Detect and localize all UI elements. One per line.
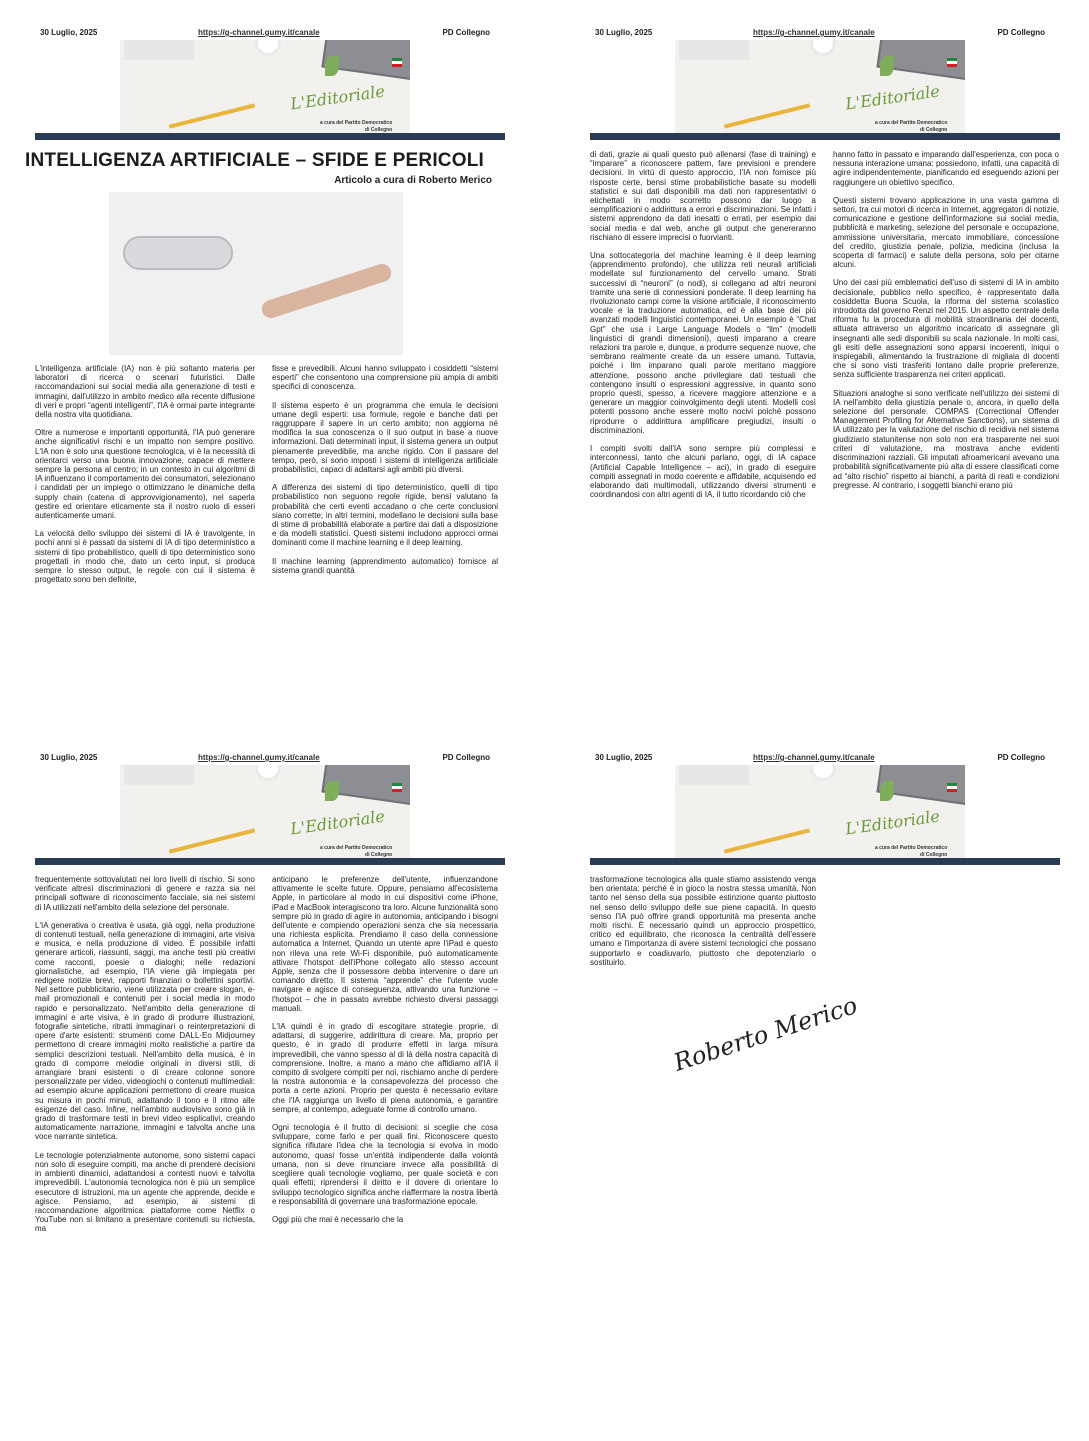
coffee-mug-graphic — [255, 765, 281, 781]
author-signature: Roberto Merico — [670, 991, 861, 1077]
banner-script-title: L'Editoriale — [289, 81, 386, 114]
text-column-right: anticipano le preferenze dell'utente, influenzandone attivamente le scelte future. Oppure, pensiamo all'ecosistema Apple, in particolare al modo in cui dispositivi come iPhone, iPad e MacBook interagiscono tra loro. Alcune funzionalità sono sempre più in grado di agire in autonomia, anticipando i bisogni dell'utente e compiendo operazioni senza che sia necessaria una richiesta esplicita. Prendiamo il caso della connessione automatica a Internet. Quando un utente apre l'iPad e questo non rileva una rete Wi-Fi disponibile, può automaticamente attivare l'hotspot dell'iPhone collegato allo stesso account Apple, senza che il possessore debba intervenire o dare un comando diretto. Il sistema “apprende” che l'utente vuole navigare e agisce di conseguenza, attivando una funzione – l'hotspot – che in passato avrebbe richiesto diversi passaggi manuali. L'IA quindi è in grado di escogitare strategie proprie, di adattarsi, di suggerire, addirittura di creare. Ma, proprio per questo, è in grado di produrre effetti in larga misura imprevedibili, che vanno spesso al di là della nostra capacità di comprensione. Inoltre, a mano a mano che affidiamo all'IA il compito di svolgere compiti per noi, rischiamo anche di perdere la nostra autonomia e la consapevolezza del processo che porta a certe azioni. Proprio per questo è necessario evitare che l'IA raggiunga un livello di piena autonomia, e garantire sempre, al contempo, adeguate forme di controllo umano. Ogni tecnologia è il frutto di decisioni: si sceglie che cosa sviluppare, come farlo e per quali fini. Riconoscere questo significa rifiutare l'idea che la tecnologia si evolva in modo autonomo, quasi fosse un'entità indipendente dalla volontà umana, non si deve rinunciare invece alla possibilità di scegliere quali tecnologie vogliamo, per quale società e con quali effetti; riprendersi il diritto e il dovere di orientare lo sviluppo tecnologico significa anche riaffermare la nostra libertà e responsabilità di governare una trasformazione epocale. Oggi più che mai è necessario che la — [272, 875, 498, 1224]
text-column-left: frequentemente sottovalutati nei loro livelli di rischio. Si sono verificate altresì discriminazioni di genere e razza sia nei principali software di riconoscimento facciale, sia nei sistemi di IA utilizzati nell'ambito della selezione del personale. L'IA generativa o creativa è usata, già oggi, nella produzione di contenuti testuali, nella generazione di immagini, arte visiva e musica, e nella produzione di video. È possibile infatti generare articoli, riassunti, saggi, ma anche testi più creativi come racconti, poesie o dialoghi; nelle redazioni giornalistiche, ad esempio, l'IA viene già impiegata per redigere notizie brevi, rapporti finanziari o bollettini sportivi. Nel settore pubblicitario, viene utilizzata per creare slogan, e-mail promozionali e contenuti per i social media in modo rapido e personalizzato. Nell'ambito della generazione di immagini e arte visiva, è in grado di produrre illustrazioni, fotografie sintetiche, ritratti immaginari o reinterpretazioni di opere d'arte esistenti: strumenti come DALL·Eo Midjourney permettono di creare immagini molto realistiche a partire da semplici descrizioni testuali. Nell'ambito della musica, è in grado di comporre melodie originali in diversi stili, di arrangiare brani esistenti o di creare colonne sonore personalizzate per video, videogiochi o contenuti multimediali: ad esempio alcune applicazioni permettono di creare musica su misura in pochi minuti, adattando il tono e il ritmo alle esigenze del caso. Infine, nell'ambito audiovisivo sono già in grado di trasformare testi in brevi video esplicativi, creando automaticamente narrazione, immagini e talvolta anche una voce narrante sintetica. Le tecnologie potenzialmente autonome, sono sistemi capaci non solo di eseguire compiti, ma anche di prendere decisioni in ambienti dinamici, adattandosi a contesti nuovi e talvolta imprevedibili. L'autonomia tecnologica non è più un semplice esecutore di istruzioni, ma un agente che apprende, decide e agisce. Pensiamo, ad esempio, ai sistemi di raccomandazione algoritmica: piattaforme come Netflix o YouTube non si limitano a presentare contenuti su richiesta, ma — [35, 875, 255, 1234]
page-header — [40, 751, 500, 765]
pd-logo-icon — [390, 783, 404, 799]
hero-image-robot-human-hands — [109, 192, 403, 355]
header-divider — [590, 133, 1060, 140]
notebook-graphic — [679, 40, 749, 60]
coffee-mug-graphic — [810, 765, 836, 781]
editorial-banner — [120, 40, 410, 140]
pd-logo-icon — [945, 58, 959, 74]
pd-logo-icon — [945, 783, 959, 799]
notebook-graphic — [124, 40, 194, 60]
header-site-name: PD Collegno — [442, 753, 490, 762]
text-column-right: hanno fatto in passato e imparando dall'esperienza, con poca o nessuna interazione umana: possiedono, infatti, una capacità di agire indipendentemente, pianificando ed eseguendo azioni per raggiungere un obiettivo specifico. Questi sistemi trovano applicazione in una vasta gamma di settori, tra cui motori di ricerca in Internet, aggregatori di notizie, comunicazione e gestione dell'informazione sui social media, pubblicità e marketing, selezione del personale e occupazione, ammissione universitaria, mercato immobiliare, concessione del credito, giustizia penale, polizia, medicina (inclusa la scoperta di farmaci) e salute della persona, solo per citarne alcuni. Uno dei casi più emblematici dell'uso di sistemi di IA in ambito decisionale, pubblico nello specifico, è rappresentato dalla cosiddetta Buona Scuola, la riforma del sistema scolastico introdotta dal governo Renzi nel 2015. Un aspetto centrale della riforma fu la procedura di mobilità straordinaria dei docenti, attuata attraverso un algoritmo incaricato di assegnare gli insegnanti alle sedi disponibili su scala nazionale. In molti casi, gli esiti delle assegnazioni sono apparsi incoerenti, iniqui o inspiegabili, alimentando la frustrazione di migliaia di docenti che si sono visti trasferiti lontano dalle proprie preferenze, senza sufficiente trasparenza nei criteri applicati. Situazioni analoghe si sono verificate nell'utilizzo dei sistemi di IA nell'ambito della giustizia penale o, ancora, in quello della selezione del personale. COMPAS (Correctional Offender Management Profiling for Alternative Sanctions), un sistema di IA utilizzato per la valutazione del rischio di recidiva nel sistema giudiziario statunitense non solo non era trasparente nei suoi criteri di valutazione, ma mostrava anche evidenti discriminazioni razziali. Gli imputati afroamericani avevano una probabilità significativamente più alta di essere classificati come ad “alto rischio” rispetto ai bianchi, a parità di reati e condizioni pregresse. Al contrario, i soggetti bianchi erano più — [833, 150, 1059, 490]
header-divider — [590, 858, 1060, 865]
article-byline: Articolo a cura di Roberto Merico — [334, 175, 492, 186]
header-url-link[interactable]: https://g-channel.gumy.it/canale — [753, 28, 875, 37]
plant-graphic — [325, 781, 339, 801]
header-date: 30 Luglio, 2025 — [595, 28, 653, 37]
header-site-name: PD Collegno — [997, 28, 1045, 37]
text-column-left: L'intelligenza artificiale (IA) non è più soltanto materia per laboratori di ricerca o scenari futuristici. Dalle raccomandazioni sui social media alla generazione di testi e immagini, dall'utilizzo in ambito medico alla recente diffusione di veri e propri “agenti intelligenti”, l'IA è ormai parte integrante della nostra vita quotidiana. Oltre a numerose e importanti opportunità, l'IA può generare anche significativi rischi e un impatto non sempre positivo. L'IA non è solo una questione tecnologica, vi è la necessità di orientarci verso una buona innovazione, capace di mettere sempre la persona al centro; in un contesto in cui algoritmi di IA influenzano il comportamento dei consumatori, selezionano i candidati per un impiego o ottimizzano le dinamiche della supply chain (catena di approvvigionamento), nel saperla gestire ed orientare eticamente sta il nostro ruolo di esseri autenticamente umani. La velocità dello sviluppo dei sistemi di IA è travolgente, in pochi anni si è passati da sistemi di IA di tipo deterministico a sistemi di tipo probabilistico, quelli di tipo deterministico sono progettati in modo che, dato un certo input, si produca sempre lo stesso output, le regole con cui il sistema è progettato sono ben definite, — [35, 364, 255, 585]
text-column-left: di dati, grazie ai quali questo può allenarsi (fase di training) e “imparare” a riconoscere pattern, fare previsioni e prendere decisioni. In virtù di questo approccio, l'IA non fornisce più risposte certe, bensì stime probabilistiche basate su modelli statistici e sui dati disponibili ma dati non rappresentativi o etichettati in modo scorretto possono dar luogo a semplificazioni o addirittura a errori e discriminazioni. Se infatti i sistemi apprendono da dati inesatti o errati, per esempio dai social media e dal web, anche gli output che genereranno rischiano di essere imprecisi o fuorvianti. Una sottocategoria del machine learning è il deep learning (apprendimento profondo), che utilizza reti neurali artificiali modellate sul funzionamento del cervello umano. Strati successivi di “neuroni” (o nodi), si collegano ad altri neuroni tramite una serie di connessioni ponderate. Il deep learning ha rivoluzionato campi come la visione artificiale, il riconoscimento vocale e la traduzione automatica, ed è alla base dei più avanzati modelli linguistici contemporanei. Un esempio è “Chat Gpt” che usa i Large Language Models o “llm” (modelli linguistici di grandi dimensioni), questi imparano a creare relazioni tra parole e, dunque, a produrre sequenze nuove, che sembrano realmente create da un essere umano. Tuttavia, poiché i llm imparano quali parole meritano maggiore attenzione, possono anche privilegiare dati testuali che contengono insulti o espressioni aggressive, in quanto sono proprio questi, spesso, a ricevere maggiore attenzione e a generare un maggior coinvolgimento degli utenti. Modelli così potenti possono anche essere molto nocivi poiché possono riprodurre o addirittura amplificare pregiudizi, insulti o discriminazioni. I compiti svolti dall'IA sono sempre più complessi e interconnessi, tanto che alcuni parlano, oggi, di IA capace (Artificial Capable Intelligence – aci), in grado di eseguire compiti assegnati in modo coerente e affidabile, acquisendo ed elaborando dati multimodali, utilizzando diversi strumenti e coordinandosi con altri agenti di IA, il tutto ricordando ciò che — [590, 150, 816, 500]
page-header — [595, 751, 1055, 765]
banner-subtitle: a cura del Partito Democratico di Collegno — [320, 845, 393, 858]
pd-logo-icon — [390, 58, 404, 74]
plant-graphic — [325, 56, 339, 76]
editorial-banner — [675, 765, 965, 865]
banner-subtitle: a cura del Partito Democratico di Collegno — [320, 120, 393, 133]
header-url-link[interactable]: https://g-channel.gumy.it/canale — [198, 28, 320, 37]
header-date: 30 Luglio, 2025 — [595, 753, 653, 762]
page-4 — [575, 745, 1075, 1441]
notebook-graphic — [124, 765, 194, 785]
coffee-mug-graphic — [255, 40, 281, 56]
human-hand-graphic — [260, 262, 394, 321]
header-divider — [35, 858, 505, 865]
editorial-banner — [120, 765, 410, 865]
text-column-right: fisse e prevedibili. Alcuni hanno sviluppato i cosiddetti “sistemi esperti” che consentono una comprensione più ampia di ambiti specifici di conoscenza. Il sistema esperto è un programma che emula le decisioni umane degli esperti: usa formule, regole e banche dati per raggruppare il sapere in un certo ambito; non aggiorna né modifica la sua conoscenza o il suo output in base a nuove informazioni. Dati determinati input, il sistema genera un output pienamente prevedibile, ma anche rigido. Con il passare del tempo, però, si sono imposti i sistemi di intelligenza artificiale probabilistici, capaci di adattarsi agli ambiti più diversi. A differenza dei sistemi di tipo deterministico, quelli di tipo probabilistico non seguono regole rigide, bensì valutano la probabilità che certi eventi accadano o che certe conclusioni siano corrette; in altri termini, modellano le decisioni sulla base di stime di probabilità elaborate a partire dai dati a disposizione e da modelli statistici. Questi sistemi includono approcci ormai dominanti come il machine learning e il deep learning. Il machine learning (apprendimento automatico) fornisce al sistema grandi quantità — [272, 364, 498, 575]
coffee-mug-graphic — [810, 40, 836, 56]
banner-subtitle: a cura del Partito Democratico di Collegno — [875, 120, 948, 133]
header-site-name: PD Collegno — [997, 753, 1045, 762]
pencil-graphic — [169, 828, 255, 853]
text-column-left: trasformazione tecnologica alla quale stiamo assistendo venga ben orientata: perché è in gioco la nostra stessa umanità. Non tanto nel senso della sua possibile estinzione quanto piuttosto nel senso dello sviluppo delle sue piene capacità. In questo senso l'IA può offrire grandi opportunità ma presenta anche molti rischi. È necessario quindi un approccio prospettico, critico ed equilibrato, che riconosca la centralità dell'essere umano e l'importanza di avere sistemi tecnologici che possano supportarlo e coadiuvarlo, piuttosto che depotenziarlo o sostituirlo. — [590, 875, 816, 967]
robot-hand-graphic — [123, 236, 233, 270]
page-header — [595, 26, 1055, 40]
page-1 — [20, 20, 520, 720]
article-title: INTELLIGENZA ARTIFICIALE – SFIDE E PERICOLI — [25, 150, 484, 171]
header-date: 30 Luglio, 2025 — [40, 28, 98, 37]
page-3 — [20, 745, 520, 1441]
banner-script-title: L'Editoriale — [844, 81, 941, 114]
plant-graphic — [880, 56, 894, 76]
pencil-graphic — [169, 103, 255, 128]
header-url-link[interactable]: https://g-channel.gumy.it/canale — [753, 753, 875, 762]
banner-subtitle: a cura del Partito Democratico di Collegno — [875, 845, 948, 858]
notebook-graphic — [679, 765, 749, 785]
pencil-graphic — [724, 103, 810, 128]
header-date: 30 Luglio, 2025 — [40, 753, 98, 762]
page-2 — [575, 20, 1075, 720]
page-header — [40, 26, 500, 40]
header-divider — [35, 133, 505, 140]
header-site-name: PD Collegno — [442, 28, 490, 37]
header-url-link[interactable]: https://g-channel.gumy.it/canale — [198, 753, 320, 762]
pencil-graphic — [724, 828, 810, 853]
editorial-banner — [675, 40, 965, 140]
banner-script-title: L'Editoriale — [289, 806, 386, 839]
plant-graphic — [880, 781, 894, 801]
banner-script-title: L'Editoriale — [844, 806, 941, 839]
